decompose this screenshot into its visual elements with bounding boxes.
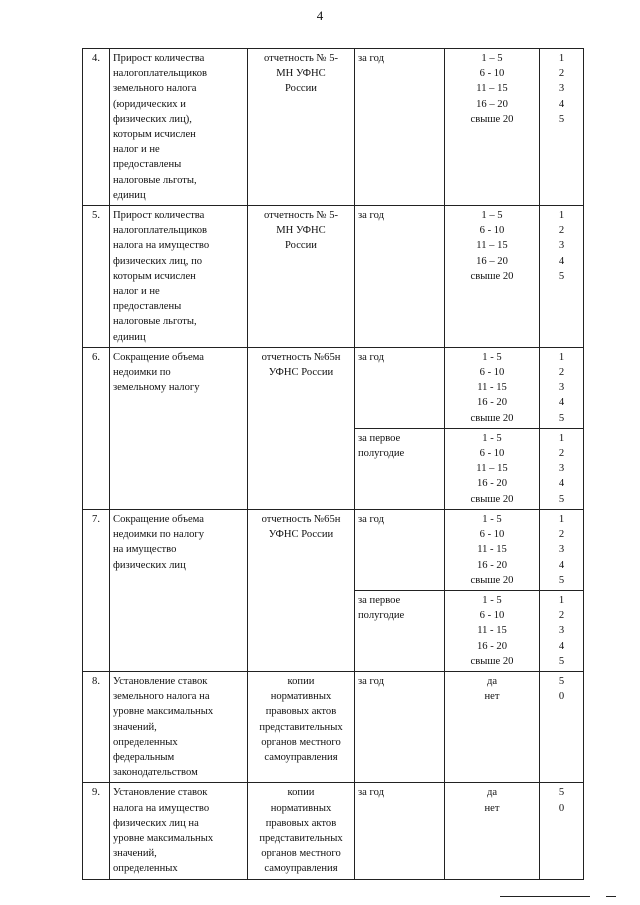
score-cell xyxy=(540,509,584,590)
range-cell-line: 16 - 20 xyxy=(476,640,507,652)
period-cell xyxy=(355,206,445,348)
source-cell-line: представительных xyxy=(259,721,343,733)
score-cell-line: 1 xyxy=(558,432,565,444)
score-cell-line: 0 xyxy=(558,802,565,814)
score-cell-line: 1 xyxy=(558,513,565,525)
score-cell-line: 5 xyxy=(558,655,565,667)
score-cell xyxy=(540,428,584,509)
period-cell-line: за первое xyxy=(358,432,401,444)
criteria-table xyxy=(82,48,584,880)
criteria-table-body xyxy=(83,49,584,880)
score-cell xyxy=(540,783,584,879)
indicator-cell-line: налогоплательщиков xyxy=(113,68,207,80)
source-cell-line: МН УФНС xyxy=(276,68,326,80)
range-cell xyxy=(445,206,540,348)
indicator-cell-line: налогоплательщиков xyxy=(113,225,207,237)
score-cell xyxy=(540,49,584,206)
indicator-cell-line: физических лиц на xyxy=(113,817,199,829)
score-cell-line: 5 xyxy=(558,113,565,125)
range-cell xyxy=(445,428,540,509)
score-cell-line: 3 xyxy=(558,625,565,637)
range-cell xyxy=(445,783,540,879)
indicator-cell-line: земельного налога на xyxy=(113,691,210,703)
score-cell-line: 4 xyxy=(558,255,565,267)
period-cell-line: за год xyxy=(358,675,384,687)
indicator-cell-line: федеральным xyxy=(113,751,175,763)
source-cell-line: УФНС России xyxy=(268,529,334,541)
table-row xyxy=(83,347,584,428)
period-cell xyxy=(355,783,445,879)
row-number: 5. xyxy=(83,206,110,348)
range-cell-line: 11 – 15 xyxy=(476,240,508,252)
source-cell xyxy=(248,783,355,879)
range-cell-line: свыше 20 xyxy=(470,113,514,125)
score-cell-line: 5 xyxy=(558,787,565,799)
range-cell-line: 1 - 5 xyxy=(482,432,502,444)
source-cell-line: отчетность №65н xyxy=(261,513,341,525)
period-cell-line: за первое xyxy=(358,594,401,606)
source-cell xyxy=(248,347,355,509)
range-cell-line: 1 - 5 xyxy=(482,513,502,525)
indicator-cell-line: земельному налогу xyxy=(113,382,200,394)
range-cell-line: 16 – 20 xyxy=(476,98,508,110)
table-row xyxy=(83,783,584,879)
footer-rule xyxy=(500,896,590,897)
source-cell-line: правовых актов xyxy=(265,706,337,718)
source-cell-line: нормативных xyxy=(270,691,332,703)
source-cell-line: России xyxy=(285,83,317,95)
row-number: 6. xyxy=(83,347,110,509)
range-cell-line: 16 - 20 xyxy=(476,559,507,571)
period-cell xyxy=(355,590,445,671)
range-cell-line: да xyxy=(486,675,498,687)
footer-dash xyxy=(606,896,616,897)
range-cell-line: 6 - 10 xyxy=(479,610,505,622)
score-cell-line: 1 xyxy=(558,210,565,222)
period-cell xyxy=(355,671,445,782)
period-cell xyxy=(355,509,445,590)
range-cell-line: 11 - 15 xyxy=(477,625,507,637)
period-cell xyxy=(355,347,445,428)
score-cell-line: 1 xyxy=(558,594,565,606)
score-cell-line: 2 xyxy=(558,610,565,622)
indicator-cell-line: законодательством xyxy=(113,767,198,779)
score-cell-line: 4 xyxy=(558,559,565,571)
score-cell-line: 2 xyxy=(558,68,565,80)
range-cell xyxy=(445,347,540,428)
range-cell-line: 1 – 5 xyxy=(481,53,503,64)
range-cell xyxy=(445,509,540,590)
period-cell-line: за год xyxy=(358,351,384,363)
page-number: 4 xyxy=(316,8,324,23)
indicator-cell-line: физических лиц), xyxy=(113,113,192,125)
source-cell-line: отчетность № 5- xyxy=(263,210,339,222)
range-cell-line: нет xyxy=(484,691,500,703)
indicator-cell-line: на имущество xyxy=(113,544,177,556)
score-cell-line: 5 xyxy=(558,270,565,282)
indicator-cell-line: налога на имущество xyxy=(113,802,210,814)
indicator-cell xyxy=(110,347,248,509)
range-cell-line: свыше 20 xyxy=(470,493,514,505)
score-cell-line: 5 xyxy=(558,574,565,586)
period-cell-line: за год xyxy=(358,787,384,799)
range-cell-line: 11 – 15 xyxy=(476,463,508,475)
table-row xyxy=(83,509,584,590)
range-cell-line: 6 - 10 xyxy=(479,68,505,80)
score-cell-line: 2 xyxy=(558,448,565,460)
score-cell-line: 3 xyxy=(558,382,565,394)
source-cell-line: самоуправления xyxy=(264,863,338,875)
source-cell-line: копии xyxy=(287,787,315,799)
source-cell-line: России xyxy=(285,240,317,252)
range-cell-line: 6 - 10 xyxy=(479,448,505,460)
score-cell-line: 2 xyxy=(558,225,565,237)
range-cell-line: 11 - 15 xyxy=(477,544,507,556)
period-cell-line: за год xyxy=(358,513,384,525)
range-cell xyxy=(445,671,540,782)
indicator-cell-line: земельного налога xyxy=(113,83,197,95)
score-cell xyxy=(540,671,584,782)
indicator-cell-line: предоставлены xyxy=(113,159,182,171)
period-cell-line: за год xyxy=(358,210,384,222)
indicator-cell-line: которым исчислен xyxy=(113,129,196,141)
period-cell xyxy=(355,428,445,509)
source-cell xyxy=(248,671,355,782)
indicator-cell-line: недоимки по xyxy=(113,367,171,379)
source-cell xyxy=(248,49,355,206)
period-cell-line: полугодие xyxy=(358,610,405,622)
indicator-cell-line: которым исчислен xyxy=(113,270,196,282)
range-cell-line: 11 - 15 xyxy=(477,382,507,394)
indicator-cell-line: недоимки по налогу xyxy=(113,529,205,541)
table-row xyxy=(83,671,584,782)
source-cell-line: правовых актов xyxy=(265,817,337,829)
score-cell-line: 0 xyxy=(558,691,565,703)
indicator-cell-line: единиц xyxy=(113,331,146,343)
source-cell-line: отчетность № 5- xyxy=(263,53,339,64)
range-cell-line: 16 - 20 xyxy=(476,397,507,409)
score-cell-line: 3 xyxy=(558,544,565,556)
row-number: 8. xyxy=(83,671,110,782)
indicator-cell xyxy=(110,206,248,348)
indicator-cell-line: определенных xyxy=(113,863,178,875)
range-cell-line: 6 - 10 xyxy=(479,529,505,541)
range-cell-line: да xyxy=(486,787,498,799)
period-cell-line: за год xyxy=(358,53,384,64)
indicator-cell-line: (юридических и xyxy=(113,98,186,110)
source-cell-line: нормативных xyxy=(270,802,332,814)
range-cell-line: свыше 20 xyxy=(470,412,514,424)
range-cell-line: 1 - 5 xyxy=(482,594,502,606)
score-cell-line: 4 xyxy=(558,98,565,110)
range-cell-line: нет xyxy=(484,802,500,814)
range-cell-line: 6 - 10 xyxy=(479,367,505,379)
indicator-cell-line: налог и не xyxy=(113,144,160,156)
indicator-cell-line: налога на имущество xyxy=(113,240,210,252)
indicator-cell xyxy=(110,783,248,879)
score-cell-line: 3 xyxy=(558,463,565,475)
indicator-cell-line: Прирост количества xyxy=(113,53,205,64)
indicator-cell-line: налог и не xyxy=(113,286,160,298)
source-cell-line: отчетность №65н xyxy=(261,351,341,363)
row-number: 4. xyxy=(83,49,110,206)
score-cell-line: 4 xyxy=(558,397,565,409)
indicator-cell xyxy=(110,509,248,671)
score-cell-line: 3 xyxy=(558,83,565,95)
indicator-cell-line: единиц xyxy=(113,189,146,201)
score-cell-line: 4 xyxy=(558,478,565,490)
range-cell-line: свыше 20 xyxy=(470,574,514,586)
score-cell xyxy=(540,206,584,348)
score-cell-line: 5 xyxy=(558,493,565,505)
source-cell-line: копии xyxy=(287,675,315,687)
range-cell xyxy=(445,590,540,671)
score-cell xyxy=(540,347,584,428)
indicator-cell-line: физических лиц, по xyxy=(113,255,203,267)
range-cell-line: 16 - 20 xyxy=(476,478,507,490)
source-cell xyxy=(248,206,355,348)
indicator-cell xyxy=(110,49,248,206)
indicator-cell-line: уровне максимальных xyxy=(113,706,214,718)
source-cell-line: органов местного xyxy=(261,736,341,748)
range-cell-line: 16 – 20 xyxy=(476,255,508,267)
score-cell-line: 5 xyxy=(558,412,565,424)
source-cell-line: самоуправления xyxy=(264,751,338,763)
indicator-cell-line: Установление ставок xyxy=(113,787,208,799)
score-cell-line: 2 xyxy=(558,367,565,379)
row-number: 7. xyxy=(83,509,110,671)
score-cell-line: 3 xyxy=(558,240,565,252)
indicator-cell-line: налоговые льготы, xyxy=(113,174,197,186)
score-cell-line: 2 xyxy=(558,529,565,541)
source-cell xyxy=(248,509,355,671)
score-cell-line: 5 xyxy=(558,675,565,687)
source-cell-line: УФНС России xyxy=(268,367,334,379)
source-cell-line: МН УФНС xyxy=(276,225,326,237)
indicator-cell-line: уровне максимальных xyxy=(113,832,214,844)
indicator-cell xyxy=(110,671,248,782)
score-cell xyxy=(540,590,584,671)
source-cell-line: органов местного xyxy=(261,848,341,860)
range-cell-line: 11 – 15 xyxy=(476,83,508,95)
indicator-cell-line: физических лиц xyxy=(113,559,186,571)
indicator-cell-line: Прирост количества xyxy=(113,210,205,222)
indicator-cell-line: предоставлены xyxy=(113,301,182,313)
indicator-cell-line: Установление ставок xyxy=(113,675,208,687)
row-number: 9. xyxy=(83,783,110,879)
score-cell-line: 4 xyxy=(558,640,565,652)
indicator-cell-line: налоговые льготы, xyxy=(113,316,197,328)
score-cell-line: 1 xyxy=(558,351,565,363)
source-cell-line: представительных xyxy=(259,832,343,844)
indicator-cell-line: Сокращение объема xyxy=(113,513,204,525)
range-cell-line: свыше 20 xyxy=(470,655,514,667)
indicator-cell-line: значений, xyxy=(113,721,157,733)
range-cell-line: 6 - 10 xyxy=(479,225,505,237)
range-cell xyxy=(445,49,540,206)
period-cell-line: полугодие xyxy=(358,448,405,460)
table-row xyxy=(83,206,584,348)
table-row xyxy=(83,49,584,206)
period-cell xyxy=(355,49,445,206)
indicator-cell-line: значений, xyxy=(113,848,157,860)
range-cell-line: 1 – 5 xyxy=(481,210,503,222)
indicator-cell-line: определенных xyxy=(113,736,178,748)
score-cell-line: 1 xyxy=(558,53,565,64)
range-cell-line: свыше 20 xyxy=(470,270,514,282)
indicator-cell-line: Сокращение объема xyxy=(113,351,204,363)
range-cell-line: 1 - 5 xyxy=(482,351,502,363)
